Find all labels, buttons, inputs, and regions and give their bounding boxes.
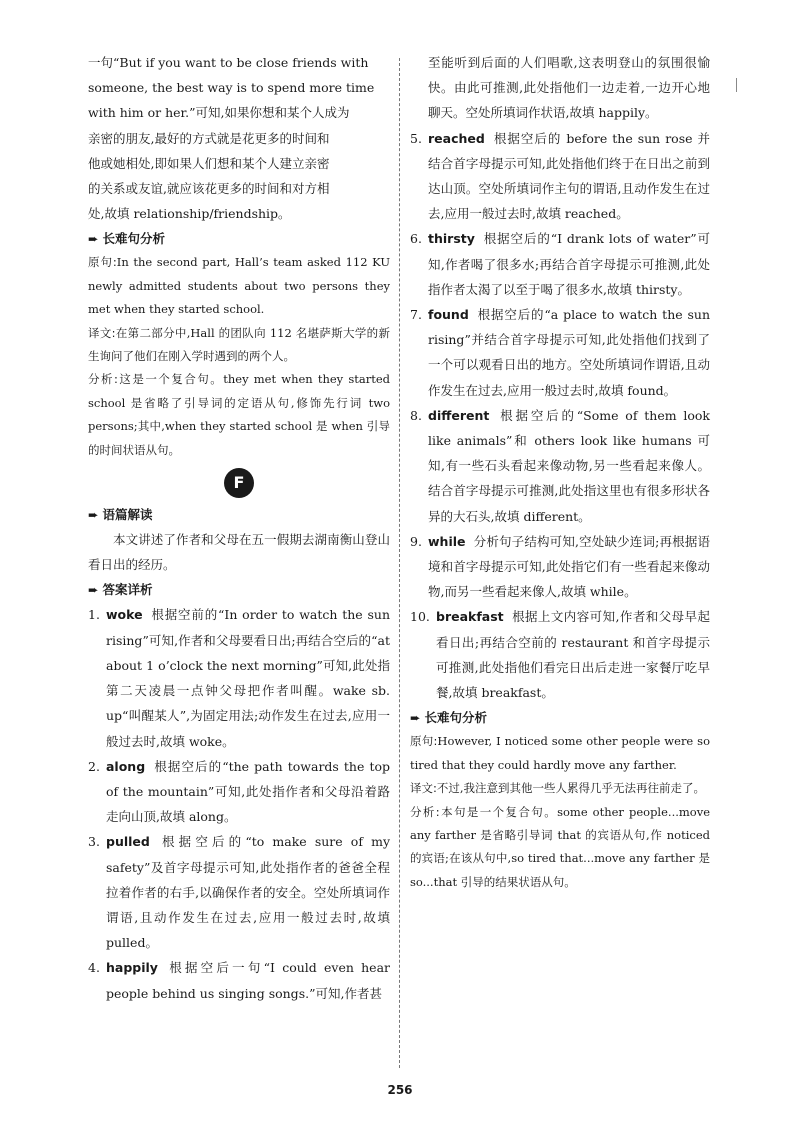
answer-item: 3. pulled 根据空后的“to make sure of my safety”及首字母提示可知,此处指作者的爸爸全程拉着作者的右手,以确保作者的安全。空处所填词作谓语,且动作发生在过去,应用一般过去时,故填 pulled。 bbox=[88, 834, 390, 951]
section-heading-answer-details: ➨ 答案详析 bbox=[88, 582, 153, 598]
answer-item: 2. along 根据空后的“the path towards the top of the mountain”可知,此处指作者和父母沿着路走向山顶,故填 along。 bbox=[88, 758, 390, 825]
answer-item: 5. reached 根据空后的 before the sun rose 并结合首字母提示可知,此处指他们终于在日出之前到达山顶。空处所填词作主句的谓语,且动作发生在过去,应用一般过去时,故填 reached。 bbox=[410, 130, 710, 222]
answer-item: 8. different 根据空后的“Some of them look like animals”和 others look like humans 可知,有一些石头看起来像动物,另一些看起来像人。结合首字母提示可推测,此处指这里也有很多形状各异的大石头,故填 different。 bbox=[410, 407, 710, 524]
arrow-icon: ➨ bbox=[88, 507, 99, 523]
answer-item: 1. woke 根据空前的“In order to watch the sun rising”可知,作者和父母要看日出;再结合空后的“at about 1 o’clock the next morning”可知,此处指第二天凌晨一点钟父母把作者叫醒。wake sb. up“叫醒某人”,为固定用法;动作发生在过去,应用一般过去时,故填 woke。 bbox=[88, 607, 390, 749]
passage-badge: F bbox=[224, 468, 254, 498]
arrow-icon: ➨ bbox=[88, 231, 99, 247]
answer-item: 6. thirsty 根据空后的“I drank lots of water”可知,作者喝了很多水;再结合首字母提示可推测,此处指作者太渴了以至于喝了很多水,故填 thirsty。 bbox=[410, 231, 710, 297]
answer-item: 7. found 根据空后的“a place to watch the sun rising”并结合首字母提示可知,此处指他们找到了一个可以观看日出的地方。空处所填词作谓语,且动作发生在过去,应用一般过去时,故填 found。 bbox=[410, 307, 710, 398]
original-sentence: 原句:However, I noticed some other people were so tired that they could hardly move any farther. bbox=[410, 734, 710, 772]
answer-word: reached bbox=[428, 130, 485, 146]
answer-word: while bbox=[428, 533, 466, 549]
section-heading-sentence-analysis: ➨ 长难句分析 bbox=[410, 710, 487, 726]
answer-item: 10. breakfast 根据上文内容可知,作者和父母早起看日出;再结合空前的 restaurant 和首字母提示可推测,此处指他们看完日出后走进一家餐厅吃早餐,故填 breakfast。 bbox=[410, 609, 710, 701]
right-column bbox=[410, 50, 710, 894]
left-column bbox=[88, 50, 390, 1006]
intro-paragraph bbox=[88, 50, 390, 226]
analysis: 分析:本句是一个复合句。some other people...move any farther 是省略引导词 that 的宾语从句,作 noticed 的宾语;在该从句中,so tired that...move any farther 是 so...that 引导的结果状语从句。 bbox=[410, 804, 711, 889]
intro-line: 亲密的朋友,最好的方式就是花更多的时间和 bbox=[88, 130, 330, 146]
margin-mark bbox=[736, 78, 737, 92]
answer-word: breakfast bbox=[436, 609, 504, 625]
answer-continuation: 至能听到后面的人们唱歌,这表明登山的氛围很愉快。由此可推测,此处指他们一边走着,一边开心地聊天。空处所填词作状语,故填 happily。 bbox=[428, 55, 710, 121]
analysis: 分析:这是一个复合句。they met when they started school 是省略了引导词的定语从句,修饰先行词 two persons;其中,when they started school 是 when 引导的时间状语从句。 bbox=[88, 372, 390, 457]
column-divider bbox=[399, 58, 400, 1068]
answer-word: found bbox=[428, 307, 469, 323]
section-heading-passage-reading: ➨ 语篇解读 bbox=[88, 507, 153, 523]
answer-word: thirsty bbox=[428, 231, 475, 247]
answer-item: 9. while 分析句子结构可知,空处缺少连词;再根据语境和首字母提示可知,此处指它们有一些看起来像动物,而另一些看起来像人,故填 while。 bbox=[410, 533, 710, 600]
intro-line: with him or her.”可知,如果你想和某个人成为 bbox=[88, 105, 350, 121]
intro-line: 他或她相处,即如果人们想和某个人建立亲密 bbox=[88, 155, 330, 171]
answer-word: different bbox=[428, 407, 490, 423]
answer-word: pulled bbox=[106, 834, 150, 850]
arrow-icon: ➨ bbox=[410, 710, 421, 726]
answer-word: happily bbox=[106, 960, 158, 976]
answer-item: 4. happily 根据空后一句“I could even hear people behind us singing songs.”可知,作者甚 bbox=[88, 960, 390, 1001]
arrow-icon: ➨ bbox=[88, 582, 99, 598]
intro-line: 的关系或友谊,就应该花更多的时间和对方相 bbox=[88, 181, 330, 197]
translation: 译文:不过,我注意到其他一些人累得几乎无法再往前走了。 bbox=[410, 781, 706, 796]
intro-line: 处,故填 relationship/friendship。 bbox=[88, 206, 291, 222]
intro-line: someone, the best way is to spend more time bbox=[88, 80, 375, 96]
section-heading-sentence-analysis: ➨ 长难句分析 bbox=[88, 231, 165, 247]
passage-summary: 本文讲述了作者和父母在五一假期去湖南衡山登山看日出的经历。 bbox=[88, 532, 390, 573]
answer-word: woke bbox=[106, 607, 143, 623]
answer-word: along bbox=[106, 758, 146, 774]
intro-line: 一句“But if you want to be close friends with bbox=[88, 55, 369, 70]
original-sentence: 原句:In the second part, Hall’s team asked 112 KU newly admitted students about two persons they met when they started school. bbox=[88, 255, 391, 317]
translation: 译文:在第二部分中,Hall 的团队向 112 名堪萨斯大学的新生询问了他们在刚入学时遇到的两个人。 bbox=[88, 325, 391, 364]
page-number: 256 bbox=[387, 1083, 413, 1097]
